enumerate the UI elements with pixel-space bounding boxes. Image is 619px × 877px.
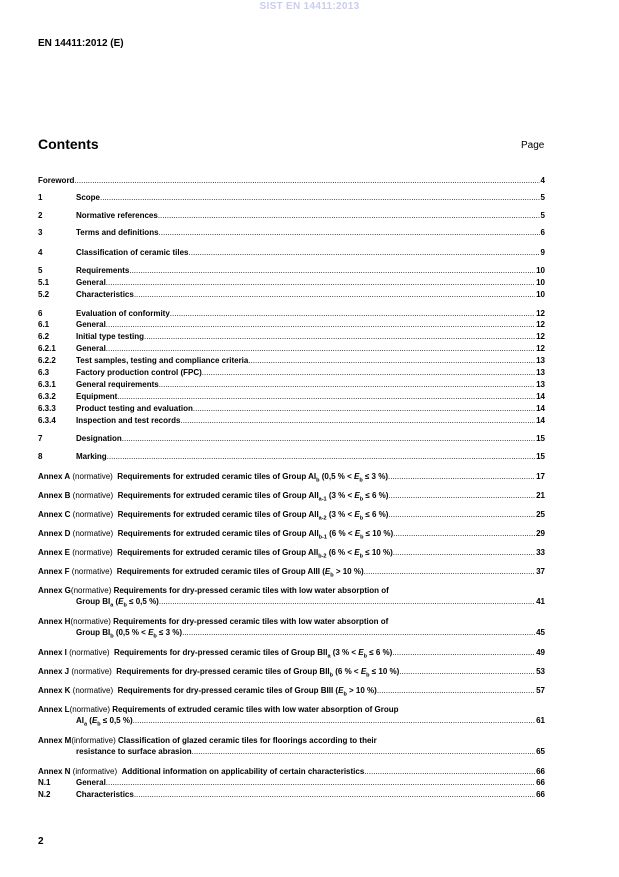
toc-entry[interactable] — [38, 380, 545, 390]
toc-entry-page: 10 — [536, 266, 545, 275]
annex-page: 65 — [536, 747, 545, 756]
toc-entry[interactable] — [38, 404, 545, 414]
toc-entry[interactable] — [38, 344, 545, 354]
toc-entry-title: Designation ..... — [76, 434, 535, 444]
toc-entry-title: Characteristics ..... — [76, 290, 535, 300]
toc-entry-page: 10 — [536, 290, 545, 299]
annex-title: Annex N (informative) Additional information on applicability of certain characteristics ..... — [38, 767, 535, 777]
toc-entry-number: 3 — [38, 228, 43, 237]
annex-title-continued: Group $BI_a$ ($E_b \le 0,5$ %) ..... — [76, 597, 535, 607]
annex-page: 57 — [536, 686, 545, 695]
toc-entry-page: 15 — [536, 452, 545, 461]
annex-page: 66 — [536, 767, 545, 776]
annex-page: 25 — [536, 510, 545, 519]
toc-entry-page: 12 — [536, 332, 545, 341]
toc-entry-title: General ..... — [76, 778, 535, 788]
annex-title: Annex A (normative) Requirements for extruded ceramic tiles of Group $AI_b$ (0,5 % < $E_b \le 3$ %) ..... — [38, 472, 535, 482]
toc-entry[interactable] — [38, 176, 545, 186]
toc-entry-page: 15 — [536, 434, 545, 443]
annex-entry[interactable] — [38, 686, 545, 696]
toc-entry-page: 9 — [540, 248, 545, 257]
toc-entry-number: 2 — [38, 211, 43, 220]
toc-entry-page: 66 — [536, 778, 545, 787]
toc-entry-page: 13 — [536, 380, 545, 389]
toc-entry-page: 10 — [536, 278, 545, 287]
toc-entry-page: 4 — [540, 176, 545, 185]
toc-entry[interactable] — [38, 193, 545, 203]
annex-page: 21 — [536, 491, 545, 500]
toc-entry-number: 5.2 — [38, 290, 50, 299]
annex-title: Requirements for dry-pressed ceramic tiles with low water absorption of — [111, 586, 389, 595]
annex-entry-continued — [76, 747, 545, 757]
annex-type: (normative) — [70, 586, 112, 595]
toc-entry-number: 6.3 — [38, 368, 50, 377]
toc-entry[interactable] — [38, 368, 545, 378]
annex-page: 33 — [536, 548, 545, 557]
toc-entry-title: Marking ..... — [76, 452, 535, 462]
annex-page: 41 — [536, 597, 545, 606]
annex-entry[interactable] — [38, 510, 545, 520]
annex-title: Annex D (normative) Requirements for extruded ceramic tiles of Group $AII_{b-1}$ (6 % < $E_b \le 10$ %) ..... — [38, 529, 535, 539]
toc-entry-number: 6.3.3 — [38, 404, 56, 413]
annex-entry-continued — [76, 716, 545, 726]
toc-entry-title: Factory production control (FPC) ..... — [76, 368, 535, 378]
annex-title: Requirements of extruded ceramic tiles with low water absorption of Group — [110, 705, 399, 714]
toc-entry[interactable] — [38, 452, 545, 462]
toc-entry[interactable] — [38, 778, 545, 788]
annex-page: 49 — [536, 648, 545, 657]
toc-entry-title: Evaluation of conformity ..... — [76, 309, 535, 319]
annex-entry[interactable] — [38, 648, 545, 658]
annex-type: (normative) — [70, 617, 111, 626]
toc-entry[interactable] — [38, 211, 545, 221]
toc-entry-page: 12 — [536, 344, 545, 353]
toc-entry-title: Initial type testing ..... — [76, 332, 535, 342]
annex-entry[interactable] — [38, 491, 545, 501]
annex-entry[interactable] — [38, 705, 545, 715]
annex-title: Annex F (normative) Requirements for extruded ceramic tiles of Group AIII ($E_b > 10$ %) ..... — [38, 567, 535, 577]
toc-entry-title: Scope ..... — [76, 193, 540, 203]
toc-entry-title: Product testing and evaluation ..... — [76, 404, 535, 414]
toc-entry-page: 5 — [540, 211, 545, 220]
standard-reference: EN 14411:2012 (E) — [38, 38, 124, 49]
toc-entry-title: General ..... — [76, 278, 535, 288]
toc-entry-number: N.1 — [38, 778, 51, 787]
annex-entry[interactable] — [38, 736, 545, 746]
annex-page: 61 — [536, 716, 545, 725]
toc-entry-number: 8 — [38, 452, 43, 461]
annex-title: Annex K (normative) Requirements for dry-pressed ceramic tiles of Group BIII ($E_b > 10$ %) ..... — [38, 686, 535, 696]
annex-title: Annex C (normative) Requirements for extruded ceramic tiles of Group $AII_{a-2}$ (3 % < $E_b \le 6$ %) ..... — [38, 510, 535, 520]
annex-title-continued: resistance to surface abrasion ..... — [76, 747, 535, 757]
toc-entry-number: 6.3.2 — [38, 392, 56, 401]
toc-entry[interactable] — [38, 332, 545, 342]
toc-entry-number: 6.3.1 — [38, 380, 56, 389]
toc-entry-title: Test samples, testing and compliance criteria ..... — [76, 356, 535, 366]
toc-entry[interactable] — [38, 416, 545, 426]
annex-entry-continued — [76, 597, 545, 607]
toc-entry-page: 13 — [536, 356, 545, 365]
toc-entry-number: 6.2.2 — [38, 356, 56, 365]
toc-entry-number: 1 — [38, 193, 43, 202]
annex-title: Requirements for dry-pressed ceramic tiles with low water absorption of — [110, 617, 389, 626]
toc-entry-number: 6.1 — [38, 320, 50, 329]
toc-entry-title: Foreword ..... — [38, 176, 540, 186]
toc-entry-number: 5 — [38, 266, 43, 275]
toc-entry-title: Terms and definitions ..... — [76, 228, 540, 238]
annex-entry[interactable] — [38, 567, 545, 577]
annex-label: Annex H — [38, 617, 71, 626]
annex-type: (normative) — [69, 705, 111, 714]
toc-entry-page: 66 — [536, 790, 545, 799]
toc-entry[interactable] — [38, 790, 545, 800]
watermark: SIST EN 14411:2013 — [259, 1, 360, 12]
annex-entry[interactable] — [38, 472, 545, 482]
annex-entry[interactable] — [38, 548, 545, 558]
annex-label: Annex G — [38, 586, 71, 595]
toc-entry-title: Requirements ..... — [76, 266, 535, 276]
annex-title: Annex B (normative) Requirements for extruded ceramic tiles of Group $AII_{a-1}$ (3 % < $E_b \le 6$ %) ..... — [38, 491, 535, 501]
annex-label: Annex M — [38, 736, 72, 745]
annex-page: 29 — [536, 529, 545, 538]
annex-title: Annex J (normative) Requirements for dry-pressed ceramic tiles of Group $BII_b$ (6 % < $E_b \le 10$ %) ..... — [38, 667, 535, 677]
toc-entry[interactable] — [38, 290, 545, 300]
annex-entry-continued — [76, 628, 545, 638]
annex-entry[interactable] — [38, 667, 545, 677]
toc-entry[interactable] — [38, 278, 545, 288]
annex-title-continued: $AI_a$ ($E_b \le 0,5$ %) ..... — [76, 716, 535, 726]
annex-page: 45 — [536, 628, 545, 637]
annex-page: 17 — [536, 472, 545, 481]
annex-page: 53 — [536, 667, 545, 676]
annex-title: Classification of glazed ceramic tiles for floorings according to their — [115, 736, 377, 745]
toc-entry-title: Characteristics ..... — [76, 790, 535, 800]
toc-entry-page: 12 — [536, 309, 545, 318]
toc-entry-number: N.2 — [38, 790, 51, 799]
toc-entry-number: 6.2.1 — [38, 344, 56, 353]
annex-type: (informative) — [71, 736, 116, 745]
page-column-label: Page — [521, 140, 545, 151]
toc-entry[interactable] — [38, 266, 545, 276]
toc-entry-page: 5 — [540, 193, 545, 202]
toc-entry-title: Inspection and test records ..... — [76, 416, 535, 426]
toc-entry-number: 6 — [38, 309, 43, 318]
toc-entry[interactable] — [38, 228, 545, 238]
toc-entry-number: 7 — [38, 434, 43, 443]
toc-entry-title: General requirements ..... — [76, 380, 535, 390]
annex-label: Annex L — [38, 705, 70, 714]
toc-entry[interactable] — [38, 356, 545, 366]
toc-entry-title: Equipment ..... — [76, 392, 535, 402]
toc-entry-page: 14 — [536, 416, 545, 425]
toc-entry-page: 12 — [536, 320, 545, 329]
toc-entry-number: 6.3.4 — [38, 416, 56, 425]
toc-entry[interactable] — [38, 434, 545, 444]
toc-entry[interactable] — [38, 248, 545, 258]
toc-entry-title: Classification of ceramic tiles ..... — [76, 248, 540, 258]
page-number: 2 — [38, 836, 44, 847]
toc-entry-title: General ..... — [76, 344, 535, 354]
toc-entry-number: 6.2 — [38, 332, 50, 341]
annex-page: 37 — [536, 567, 545, 576]
annex-entry[interactable] — [38, 767, 545, 777]
annex-title: Annex E (normative) Requirements for extruded ceramic tiles of Group $AII_{b-2}$ (6 % < $E_b \le 10$ %) ..... — [38, 548, 535, 558]
toc-entry-number: 4 — [38, 248, 43, 257]
toc-entry[interactable] — [38, 309, 545, 319]
annex-title-continued: Group $BI_b$ (0,5 % < $E_b \le 3$ %) ..... — [76, 628, 535, 638]
annex-entry[interactable] — [38, 586, 545, 596]
toc-entry-page: 13 — [536, 368, 545, 377]
toc-entry-page: 14 — [536, 404, 545, 413]
toc-entry-title: General ..... — [76, 320, 535, 330]
toc-entry-page: 14 — [536, 392, 545, 401]
toc-entry-number: 5.1 — [38, 278, 50, 287]
contents-title: Contents — [38, 136, 99, 152]
toc-entry-page: 6 — [540, 228, 545, 237]
annex-entry[interactable] — [38, 529, 545, 539]
toc-entry[interactable] — [38, 392, 545, 402]
annex-entry[interactable] — [38, 617, 545, 627]
toc-entry[interactable] — [38, 320, 545, 330]
toc-entry-title: Normative references ..... — [76, 211, 540, 221]
annex-title: Annex I (normative) Requirements for dry-pressed ceramic tiles of Group $BII_a$ (3 % < $E_b \le 6$ %) ..... — [38, 648, 535, 658]
